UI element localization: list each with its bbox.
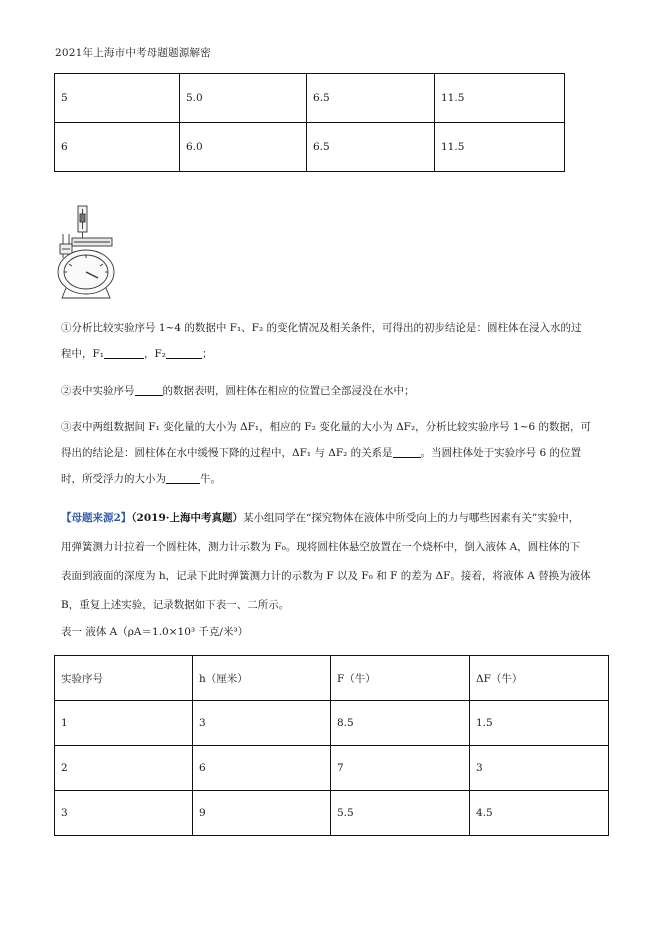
source-line-4: B，重复上述实验，记录数据如下表一、二所示。 [61,599,290,611]
table-row [55,791,609,836]
question-3-line-2 [61,440,591,466]
question-1-text: ，F₂ [144,348,166,360]
spring-scale-apparatus-figure [54,204,118,300]
answer-blank[interactable] [104,346,144,359]
table-cell: 2 [55,746,193,791]
table-cell: 8.5 [331,701,470,746]
liquid-a-table [54,655,609,836]
table-row [55,74,565,123]
source-text: 某小组同学在“探究物体在液体中所受向上的力与哪些因素有关”实验中， [242,512,580,524]
question-3-text: 时，所受浮力的大小为 [61,473,166,485]
column-header: 实验序号 [55,656,193,701]
source-tag: 【母题来源2】 [61,512,132,524]
table-row [55,123,565,172]
table-cell: 5.5 [331,791,470,836]
question-1-text: 程中，F₁ [61,348,104,360]
column-header: h（厘米） [193,656,331,701]
table-cell: 3 [470,746,609,791]
source-line-3: 表面到液面的深度为 h，记录下此时弹簧测力计的示数为 F 以及 F₀ 和 F 的差为 ΔF。接着，将液体 A 替换为液体 [61,570,591,582]
source-line-1 [61,504,591,533]
table-header-row [55,656,609,701]
table-cell: 6.0 [180,123,307,172]
table-cell: 11.5 [435,74,565,123]
table-cell: 11.5 [435,123,565,172]
question-2 [61,378,415,404]
table-cell: 3 [193,701,331,746]
data-table-continued [54,73,565,172]
question-1-text: ； [202,348,213,360]
table-cell: 1 [55,701,193,746]
page-header: 2021年上海市中考母题题源解密 [55,47,211,59]
table-cell: 5.0 [180,74,307,123]
answer-blank[interactable] [166,471,200,484]
question-3-text: 。当圆柱体处于实验序号 6 的位置 [420,447,582,459]
table-cell: 1.5 [470,701,609,746]
question-3-line-1: ③表中两组数据间 F₁ 变化量的大小为 ΔF₁，相应的 F₂ 变化量的大小为 ΔF₂，分析比较实验序号 1~6 的数据，可 [61,421,592,433]
question-1-line-1: ①分析比较实验序号 1~4 的数据中 F₁、F₂ 的变化情况及相关条件，可得出的初步结论是：圆柱体在浸入水的过 [61,322,582,334]
column-header: ΔF（牛） [470,656,609,701]
table-caption: 表一 液体 A（ρA＝1.0×10³ 千克/米³） [61,626,249,638]
source-year: （2019·上海中考真题） [131,512,243,524]
answer-blank[interactable] [393,445,421,458]
answer-blank[interactable] [166,346,202,359]
question-3-text: 牛。 [200,473,221,485]
question-3-line-3 [61,466,591,492]
table-row [55,746,609,791]
table-cell: 6.5 [307,123,435,172]
question-2-text: ②表中实验序号 [61,385,135,397]
table-cell: 6 [193,746,331,791]
table-cell: 3 [55,791,193,836]
table-cell: 6.5 [307,74,435,123]
question-1-line-2 [61,341,582,367]
table-cell: 5 [55,74,180,123]
source-problem [61,504,591,620]
table-cell: 4.5 [470,791,609,836]
source-line-2: 用弹簧测力计拉着一个圆柱体，测力计示数为 F₀。现将圆柱体悬空放置在一个烧杯中，倒入液体 A，圆柱体的下 [61,541,581,553]
table-cell: 7 [331,746,470,791]
question-1 [61,315,582,367]
question-3 [61,414,591,492]
table-row [55,701,609,746]
answer-blank[interactable] [135,383,163,396]
table-cell: 6 [55,123,180,172]
question-3-text: 得出的结论是：圆柱体在水中缓慢下降的过程中，ΔF₁ 与 ΔF₂ 的关系是 [61,447,393,459]
table-cell: 9 [193,791,331,836]
column-header: F（牛） [331,656,470,701]
question-2-text: 的数据表明，圆柱体在相应的位置已全部浸没在水中； [162,385,415,397]
